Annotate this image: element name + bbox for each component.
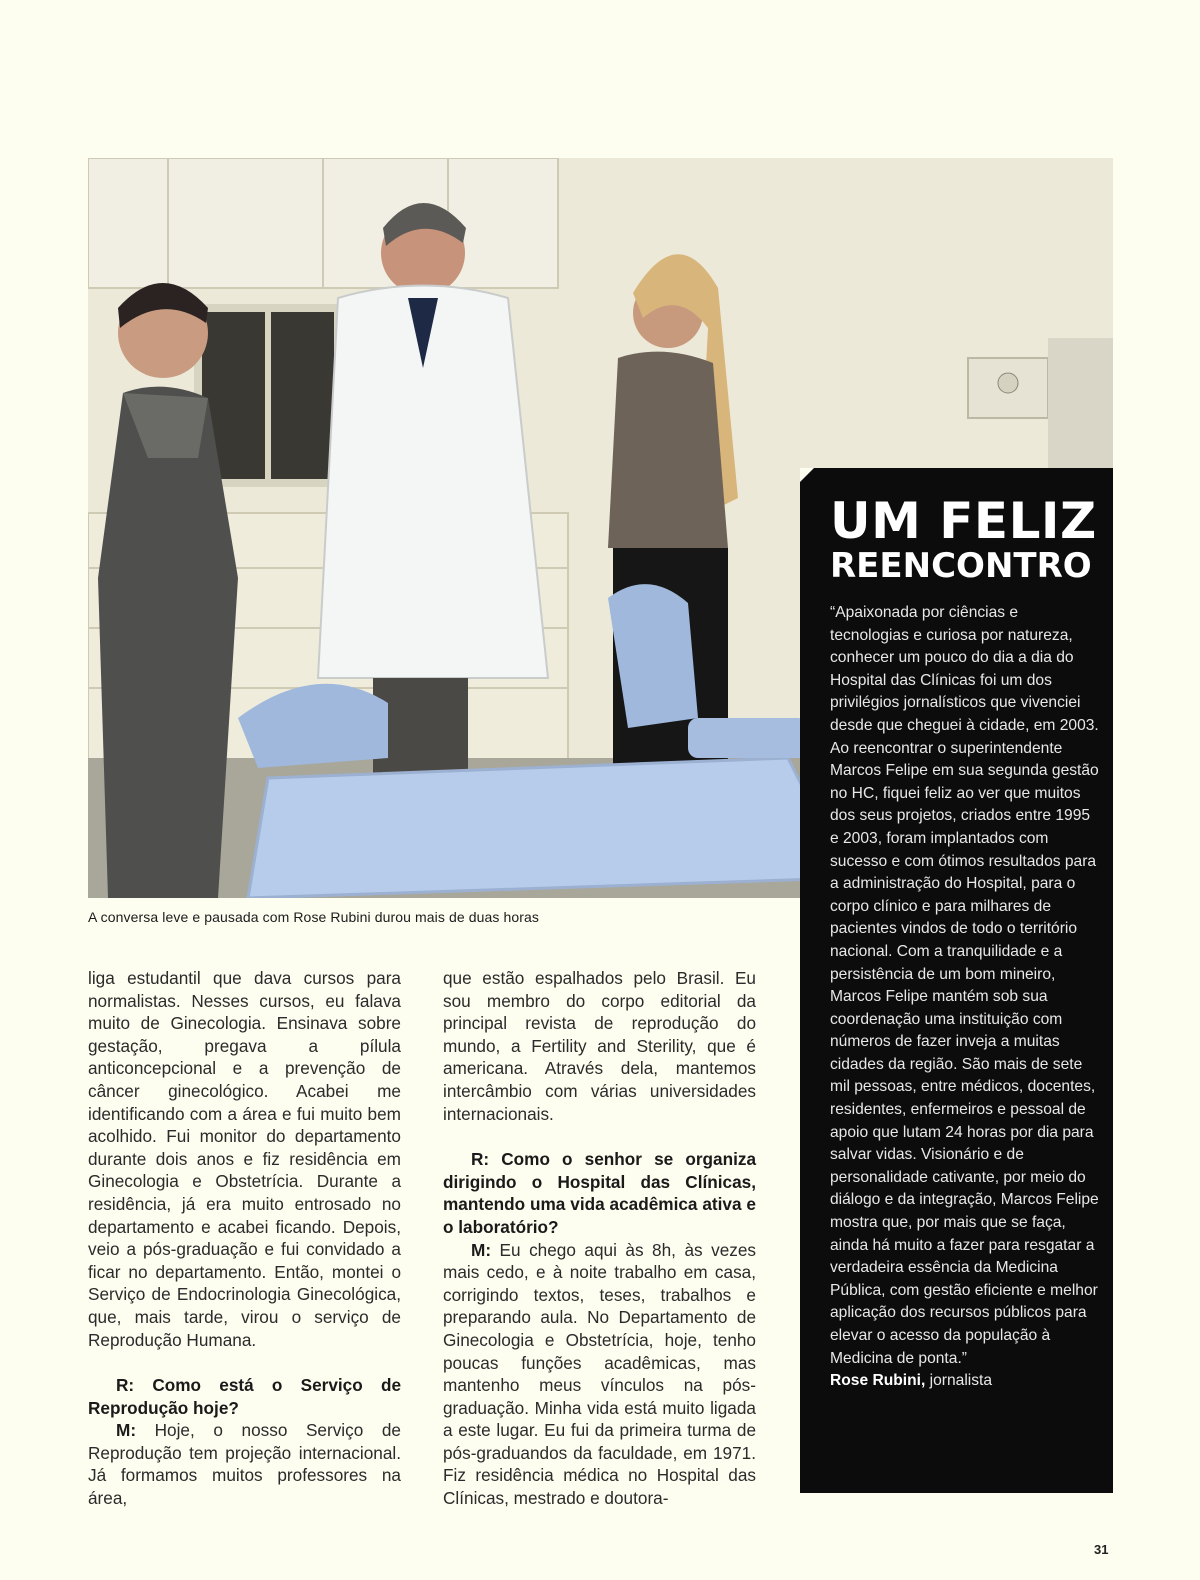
article-column-2 xyxy=(443,967,756,1510)
corner-notch xyxy=(800,468,814,482)
answer-text: Eu chego aqui às 8h, às vezes mais cedo, e à noite trabalho em casa, corrigindo textos, teses, trabalhos e preparando aula. No Departamento de Ginecologia e Obstetrícia, hoje, tenho poucas funções acadêmicas, mas mantenho meus vínculos na pós-graduação. Minha vida está muito ligada a este lugar. Eu fui da primeira turma de pós-graduandos da faculdade, em 1971. Fiz residência médica no Hospital das Clínicas, mestrado e doutora- xyxy=(443,1239,756,1509)
article-paragraph: que estão espalhados pelo Brasil. Eu sou membro do corpo editorial da principal revista de reprodução do mundo, a Fertility and Sterility, que é americana. Através dela, mantemos intercâmbio com várias universidades internacionais. xyxy=(443,968,756,1124)
quote-text: “Apaixonada por ciências e tecnologias e curiosa por natureza, conhecer um pouco do dia a dia do Hospital das Clínicas foi um dos privilégios jornalísticos que vivenciei desde que cheguei à cidade, em 2003. Ao reencontrar o superintendente Marcos Felipe em sua segunda gestão no HC, fiquei feliz ao ver que muitos dos seus projetos, criados entre 1995 e 2003, foram implantados com sucesso e com ótimos resultados para a administração do Hospital, para o corpo clínico e para milhares de pacientes vindos de todo o território nacional. Com a tranquilidade e a persistência de um bom mineiro, Marcos Felipe mantém sob sua coordenação uma instituição com números de fazer inveja a muitas cidades da região. São mais de sete mil pessoas, entre médicos, docentes, residentes, enfermeiros e pessoal de apoio que lutam 24 horas por dia para salvar vidas. Visionário e de personalidade cativante, por meio do diálogo e da integração, Marcos Felipe mostra que, por mais que se faça, ainda há muito a fazer para resgatar a verdadeira essência da Medicina Pública, com gestão eficiente e melhor aplicação dos recursos públicos para elevar o acesso da população à Medicina de ponta.” xyxy=(830,604,1099,1367)
interview-question: R: Como está o Serviço de Reprodução hoje? xyxy=(88,1375,401,1418)
quote-author-name: Rose Rubini, xyxy=(830,1372,926,1390)
interview-answer xyxy=(443,1239,756,1510)
page-number: 31 xyxy=(1094,1542,1109,1557)
sidebar-box xyxy=(800,468,1113,1493)
article-paragraph: liga estudantil que dava cursos para normalistas. Nesses cursos, eu falava muito de Ginecologia. Ensinava sobre gestação, pregava a pílula anticoncepcional e a prevenção de câncer ginecológico. Acabei me identificando com a área e fui muito bem acolhido. Fui monitor do departamento durante dois anos e fiz residência em Ginecologia e Obstetrícia. Durante a residência, já era muito entrosado no departamento e acabei ficando. Depois, veio a pós-graduação e fui convidado a ficar no departamento. Então, montei o Serviço de Endocrinologia Ginecológica, que, mais tarde, virou o serviço de Reprodução Humana. xyxy=(88,968,401,1350)
speaker-label: M: xyxy=(471,1239,492,1260)
quote-author-role: jornalista xyxy=(925,1372,993,1390)
answer-text: Hoje, o nosso Serviço de Reprodução tem projeção internacional. Já formamos muitos professores na área, xyxy=(88,1420,401,1509)
sidebar-title-line1: UM FELIZ xyxy=(830,492,1097,550)
speaker-label: M: xyxy=(116,1420,137,1441)
sidebar-quote xyxy=(830,602,1100,1393)
sidebar-title-line2: REENCONTRO xyxy=(830,546,1092,586)
article-column-1 xyxy=(88,967,401,1510)
photo-caption: A conversa leve e pausada com Rose Rubini durou mais de duas horas xyxy=(88,909,539,925)
interview-answer xyxy=(88,1419,401,1509)
interview-question: R: Como o senhor se organiza dirigindo o Hospital das Clínicas, mantendo uma vida acadêmica ativa e o laboratório? xyxy=(443,1149,756,1237)
